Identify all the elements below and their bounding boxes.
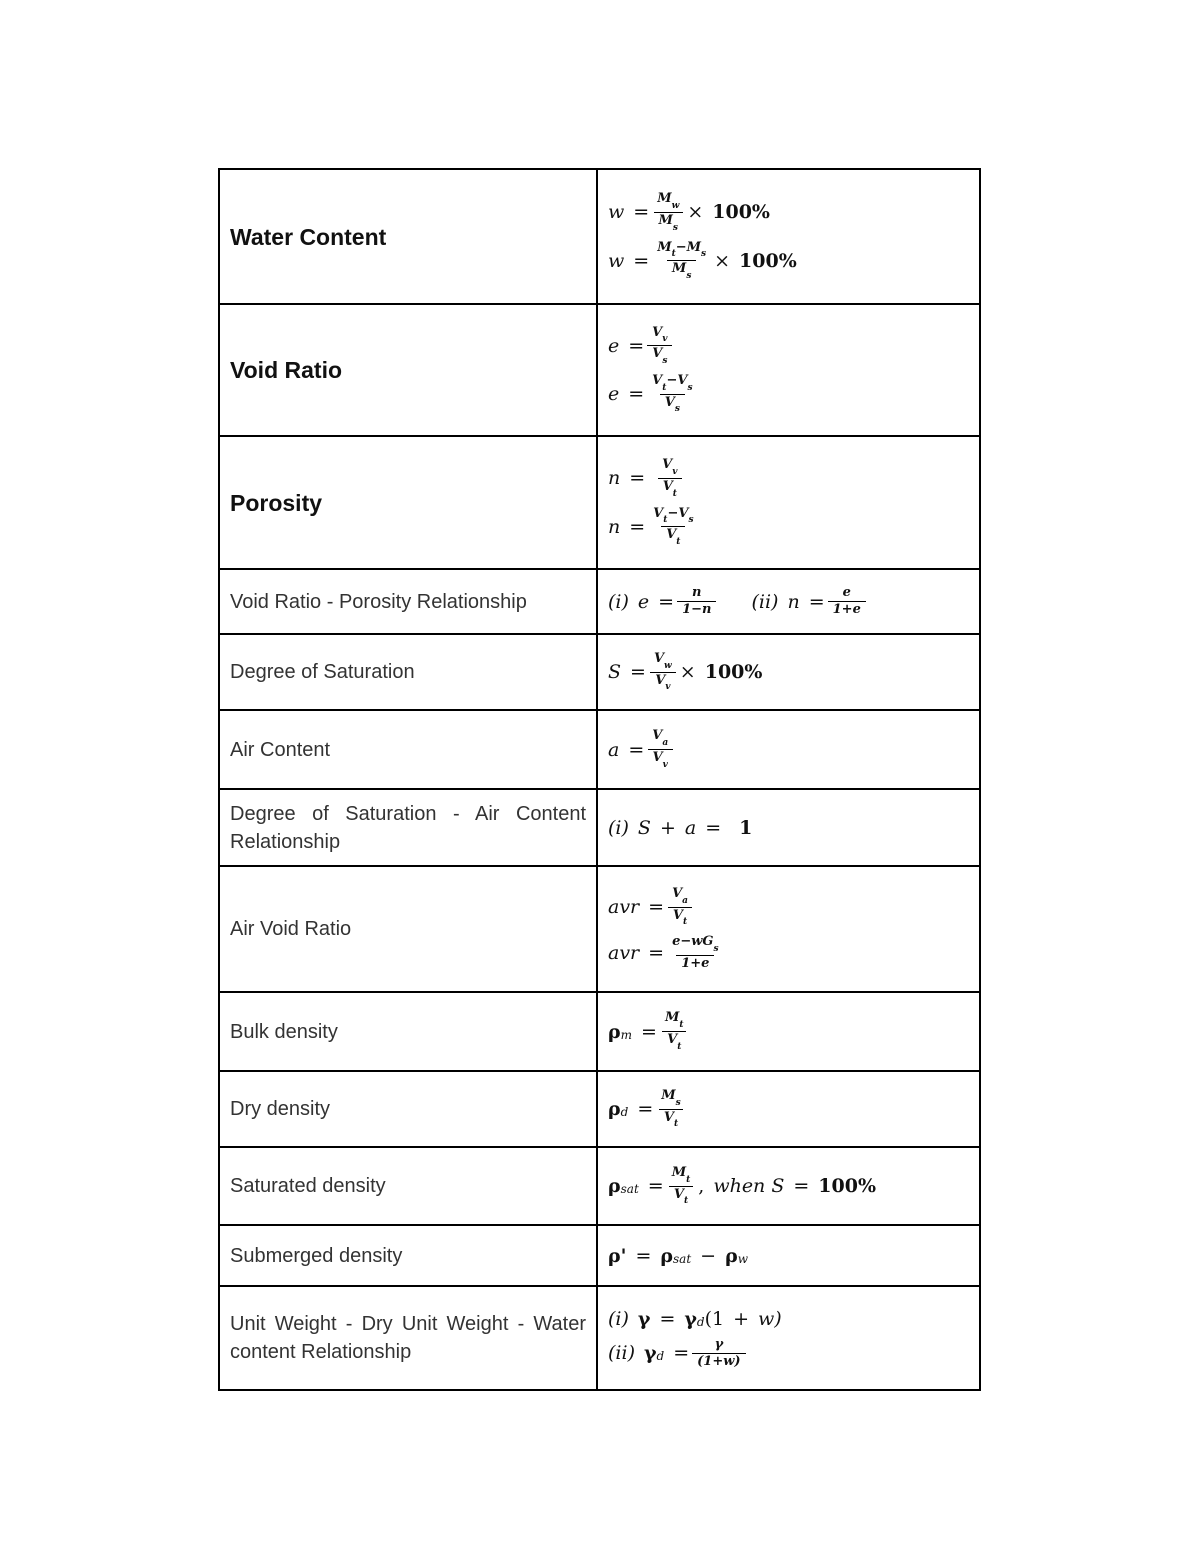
row-label: Water Content <box>219 169 597 304</box>
formula-line: (i) e = $\frac{n}{1-n}$ (ii) n = $\frac{e}{1+e}$ <box>608 586 969 617</box>
row-label: Air Content <box>219 710 597 789</box>
formula-cell <box>597 304 980 436</box>
table-row <box>219 1147 980 1225</box>
row-label: Air Void Ratio <box>219 866 597 992</box>
formula-line: n = $\frac{V_v}{V_t}$ <box>608 458 969 498</box>
formula-cell <box>597 1286 980 1390</box>
formula-line: e = $\frac{V_v}{V_s}$ <box>608 326 969 366</box>
table-row <box>219 992 980 1071</box>
formula-cell <box>597 789 980 866</box>
formula-cell <box>597 436 980 569</box>
formula-line: w = $\frac{M_t-M_s}{M_s}$ × 100% <box>608 239 797 281</box>
formula-line: ρ $_{sat}$ = $\frac{M_t}{V_t}$ , when S = 100% <box>608 1164 876 1207</box>
formula-line: w = $\frac{M_w}{M_s}$ × 100% <box>608 191 770 233</box>
formula-line: ρ $_m$ = $\frac{M_t}{V_t}$ <box>608 1011 969 1051</box>
table-row <box>219 436 980 569</box>
formula-cell <box>597 1071 980 1147</box>
table-row <box>219 634 980 710</box>
table-row <box>219 789 980 866</box>
table-row <box>219 569 980 634</box>
table-row <box>219 1286 980 1390</box>
formula-line: avr = $\frac{V_a}{V_t}$ <box>608 887 969 927</box>
formula-line: (i) S + a = 1 <box>608 816 753 839</box>
formula-line: ρ $_d$ = $\frac{M_s}{V_t}$ <box>608 1089 969 1129</box>
row-label: Void Ratio <box>219 304 597 436</box>
formula-cell <box>597 992 980 1071</box>
table-row <box>219 1225 980 1286</box>
formula-line: avr = $\frac{e-wG_s}{1+e}$ <box>608 934 719 971</box>
formula-cell <box>597 169 980 304</box>
formula-cell <box>597 1225 980 1286</box>
row-label: Void Ratio - Porosity Relationship <box>219 569 597 634</box>
formula-line: ρ' = ρ $_{sat}$ − ρ $_w$ <box>608 1244 748 1267</box>
row-label: Degree of Saturation <box>219 634 597 710</box>
formula-table <box>218 168 981 1391</box>
formula-line: e = $\frac{V_t-V_s}{V_s}$ <box>608 373 693 415</box>
row-label: Bulk density <box>219 992 597 1071</box>
formula-line: (ii) γ $_d$ = $\frac{\gamma}{(1+w)}$ <box>608 1338 969 1369</box>
row-label: Porosity <box>219 436 597 569</box>
formula-line: S = $\frac{V_w}{V_v}$ × 100% <box>608 650 763 693</box>
table-row <box>219 169 980 304</box>
row-label: Saturated density <box>219 1147 597 1225</box>
table-row <box>219 866 980 992</box>
formula-cell <box>597 569 980 634</box>
row-label: Unit Weight - Dry Unit Weight - Water content Relationship <box>219 1286 597 1390</box>
row-label: Submerged density <box>219 1225 597 1286</box>
formula-cell <box>597 1147 980 1225</box>
formula-cell <box>597 710 980 789</box>
formula-line: n = $\frac{V_t-V_s}{V_t}$ <box>608 505 694 547</box>
table-row <box>219 1071 980 1147</box>
formula-line: (i) γ = γ $_d$ (1 + w) <box>608 1307 782 1330</box>
row-label: Degree of Saturation - Air Content Relationship <box>219 789 597 866</box>
row-label: Dry density <box>219 1071 597 1147</box>
formula-cell <box>597 634 980 710</box>
formula-line: a = $\frac{V_a}{V_v}$ <box>608 729 969 769</box>
table-row <box>219 710 980 789</box>
table-row <box>219 304 980 436</box>
formula-cell <box>597 866 980 992</box>
